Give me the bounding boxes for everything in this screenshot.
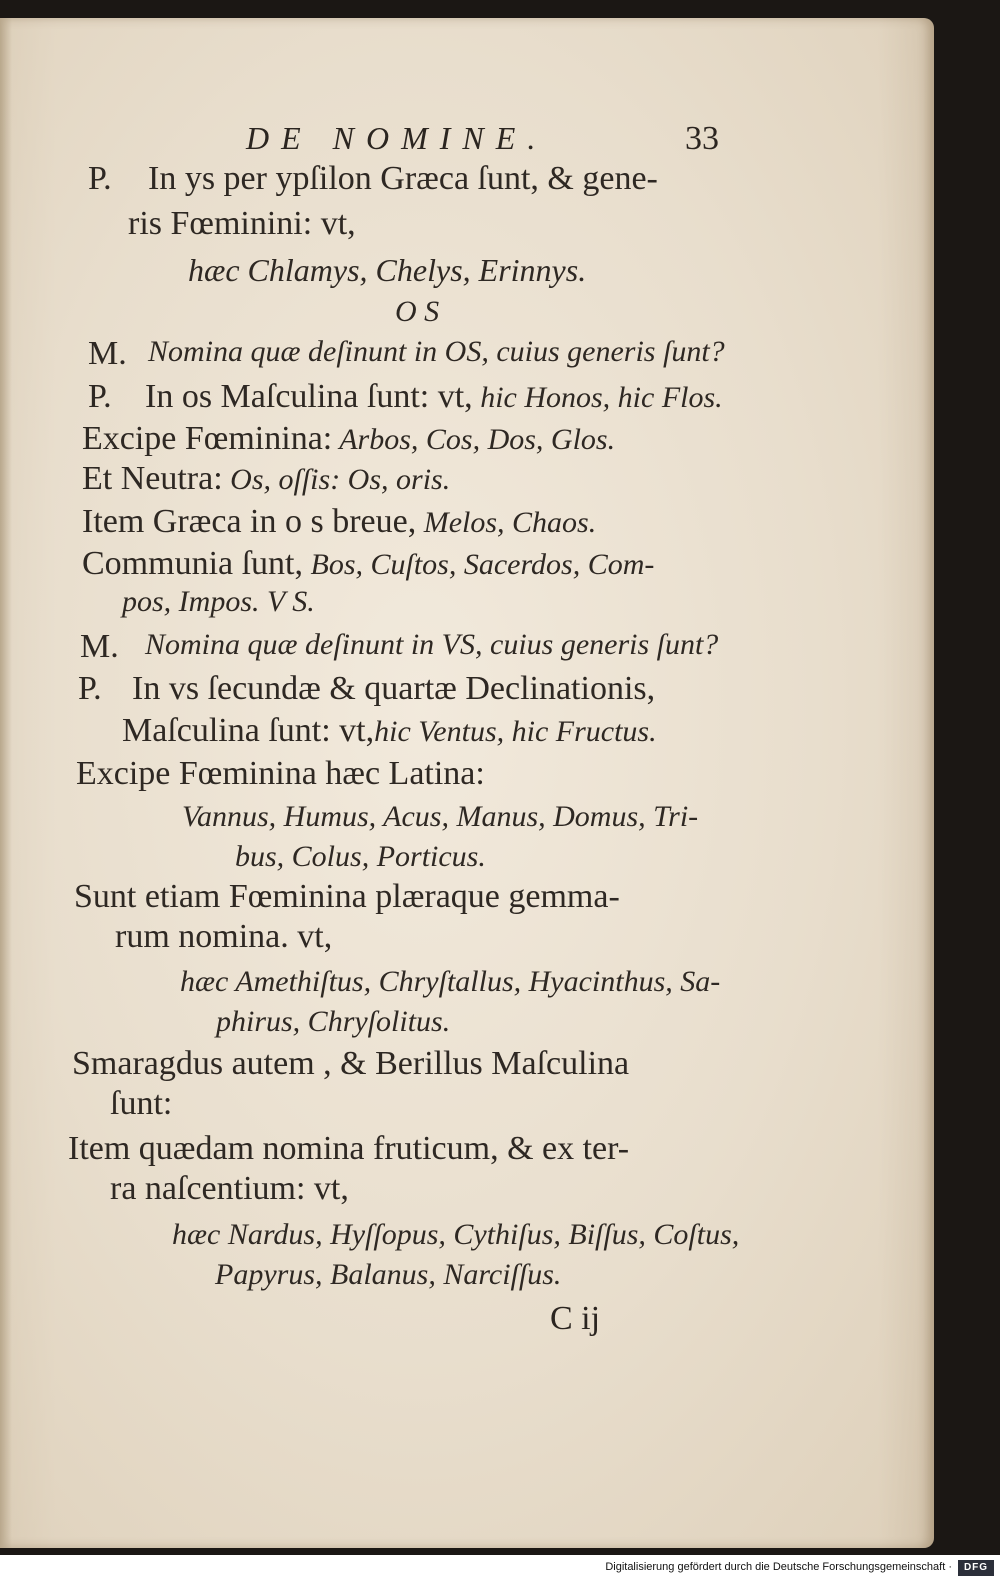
italic-text: hæc Nardus, Hyſſopus, Cythiſus, Biſſus, Coſtus, xyxy=(172,1218,740,1251)
text-line xyxy=(68,1130,629,1168)
text-line xyxy=(82,503,596,541)
signature-mark: C ij xyxy=(550,1300,601,1337)
italic-text: bus, Colus, Porticus. xyxy=(235,840,486,873)
roman-text: Item Græca in o s breue, xyxy=(82,503,417,540)
text-line xyxy=(188,252,586,289)
text-line xyxy=(215,1258,561,1292)
speaker-label: P. xyxy=(78,670,102,707)
text-line xyxy=(145,378,723,416)
text-line xyxy=(76,755,485,793)
italic-text: Melos, Chaos. xyxy=(416,506,597,539)
italic-text: hic Ventus, hic Fructus. xyxy=(374,715,657,748)
italic-text: O S xyxy=(395,295,440,328)
dfg-logo: DFG xyxy=(958,1560,994,1576)
roman-text: rum nomina. vt, xyxy=(115,918,333,955)
text-line xyxy=(148,335,725,369)
text-line xyxy=(132,670,655,708)
page-gutter xyxy=(0,18,12,1548)
text-line xyxy=(82,460,450,498)
roman-text: Sunt etiam Fœminina plæraque gemma- xyxy=(74,878,620,915)
text-line xyxy=(82,545,654,583)
text-line xyxy=(110,1085,172,1123)
text-line xyxy=(235,840,486,874)
italic-text: hic Honos, hic Flos. xyxy=(472,381,723,414)
roman-text: Communia ſunt, xyxy=(82,545,303,582)
roman-text: In ys per ypſilon Græca ſunt, & gene- xyxy=(148,160,658,197)
italic-text: Nomina quæ deſinunt in VS, cuius generis ſunt? xyxy=(145,628,719,661)
roman-text: In vs ſecundæ & quartæ Declinationis, xyxy=(132,670,656,707)
roman-text: Et Neutra: xyxy=(82,460,223,497)
text-line xyxy=(180,965,720,999)
italic-text: hæc Chlamys, Chelys, Erinnys. xyxy=(188,252,587,288)
text-line xyxy=(115,918,332,956)
roman-text: Excipe Fœminina: xyxy=(82,420,333,457)
page-number: 33 xyxy=(685,120,719,157)
text-line xyxy=(216,1005,450,1039)
footer-bar xyxy=(0,1555,1000,1584)
italic-text: Nomina quæ deſinunt in OS, cuius generis ſunt? xyxy=(148,335,725,368)
italic-text: Vannus, Humus, Acus, Manus, Domus, Tri- xyxy=(182,800,699,833)
italic-text: hæc Amethiſtus, Chryſtallus, Hyacinthus, Sa- xyxy=(180,965,721,998)
running-header: DE NOMINE. xyxy=(246,120,548,156)
speaker-label: M. xyxy=(88,335,127,372)
roman-text: ra naſcentium: vt, xyxy=(110,1170,349,1207)
roman-text: ſunt: xyxy=(110,1085,173,1122)
text-line xyxy=(72,1045,629,1083)
roman-text: Maſculina ſunt: vt, xyxy=(122,712,375,749)
text-line xyxy=(145,628,718,662)
roman-text: Smaragdus autem , & Berillus Maſculina xyxy=(72,1045,630,1082)
italic-text: Papyrus, Balanus, Narciſſus. xyxy=(215,1258,562,1291)
text-line xyxy=(110,1170,349,1208)
text-line xyxy=(182,800,698,834)
text-line xyxy=(172,1218,739,1252)
roman-text: Item quædam nomina fruticum, & ex ter- xyxy=(68,1130,630,1167)
roman-text: ris Fœminini: vt, xyxy=(128,205,356,242)
text-line xyxy=(122,585,315,619)
footer-credit: Digitalisierung gefördert durch die Deutsche Forschungsgemeinschaft · xyxy=(605,1561,952,1573)
speaker-label: M. xyxy=(80,628,119,665)
text-line xyxy=(122,712,657,750)
text-line xyxy=(82,420,615,458)
text-line xyxy=(74,878,620,916)
speaker-label: P. xyxy=(88,160,112,197)
italic-text: Os, oſſis: Os, oris. xyxy=(222,463,451,496)
italic-text: phirus, Chryſolitus. xyxy=(216,1005,451,1038)
italic-text: Bos, Cuſtos, Sacerdos, Com- xyxy=(303,548,655,581)
roman-text: In os Maſculina ſunt: vt, xyxy=(145,378,473,415)
text-line xyxy=(148,160,658,198)
italic-text: Arbos, Cos, Dos, Glos. xyxy=(332,423,616,456)
italic-text: pos, Impos. V S. xyxy=(122,585,315,618)
text-line xyxy=(128,205,356,243)
text-line xyxy=(395,295,439,329)
roman-text: Excipe Fœminina hæc Latina: xyxy=(76,755,485,792)
speaker-label: P. xyxy=(88,378,112,415)
